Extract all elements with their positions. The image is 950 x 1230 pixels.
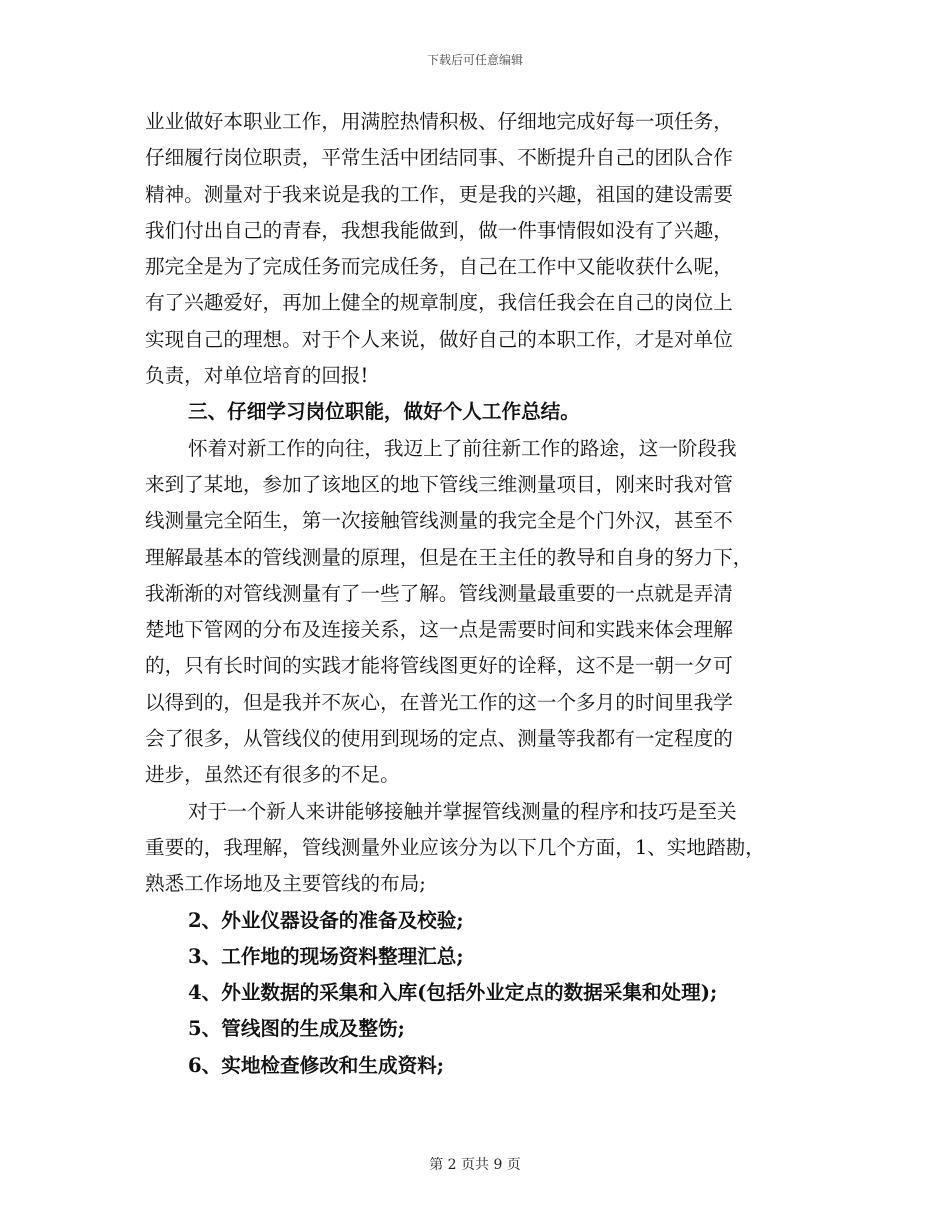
body-line: 线测量完全陌生，第一次接触管线测量的我完全是个门外汉，甚至不 — [145, 509, 733, 533]
list-item: 2、外业仪器设备的准备及校验; — [188, 908, 464, 932]
body-line: 那完全是为了完成任务而完成任务，自己在工作中又能收获什么呢， — [145, 255, 733, 279]
document-body — [145, 104, 825, 1084]
body-line: 有了兴趣爱好，再加上健全的规章制度，我信任我会在自己的岗位上 — [145, 291, 733, 315]
body-line: 来到了某地，参加了该地区的地下管线三维测量项目，刚来时我对管 — [145, 472, 733, 496]
body-line: 重要的，我理解，管线测量外业应该分为以下几个方面，1、实地踏勘， — [145, 835, 765, 859]
paragraph-first-line: 怀着对新工作的向往，我迈上了前往新工作的路途，这一阶段我 — [188, 436, 737, 460]
body-line: 业业做好本职业工作，用满腔热情积极、仔细地完成好每一项任务， — [145, 110, 733, 133]
body-line: 理解最基本的管线测量的原理，但是在王主任的教导和自身的努力下， — [145, 545, 753, 569]
body-line: 熟悉工作场地及主要管线的布局; — [145, 872, 426, 896]
body-line: 我们付出自己的青春，我想我能做到，做一件事情假如没有了兴趣， — [145, 218, 733, 242]
body-line: 楚地下管网的分布及连接关系，这一点是需要时间和实践来体会理解 — [145, 618, 733, 642]
body-line: 会了很多，从管线仪的使用到现场的定点、测量等我都有一定程度的 — [145, 727, 733, 751]
body-line: 以得到的，但是我并不灰心，在普光工作的这一个多月的时间里我学 — [145, 690, 733, 714]
list-item: 4、外业数据的采集和入库(包括外业定点的数据采集和处理); — [188, 981, 718, 1005]
body-line: 仔细履行岗位职责，平常生活中团结同事、不断提升自己的团队合作 — [145, 146, 733, 170]
body-line: 我渐渐的对管线测量有了一些了解。管线测量最重要的一点就是弄清 — [145, 581, 733, 605]
paragraph-first-line: 对于一个新人来讲能够接触并掌握管线测量的程序和技巧是至关 — [188, 799, 737, 823]
body-line: 精神。测量对于我来说是我的工作，更是我的兴趣，祖国的建设需要 — [145, 182, 733, 206]
body-line: 负责，对单位培育的回报! — [145, 364, 369, 388]
body-line: 进步，虽然还有很多的不足。 — [145, 763, 400, 787]
section-heading: 三、仔细学习岗位职能，做好个人工作总结。 — [188, 400, 580, 424]
body-line: 的，只有长时间的实践才能将管线图更好的诠释，这不是一朝一夕可 — [145, 654, 733, 678]
list-item: 5、管线图的生成及整饬; — [188, 1017, 405, 1041]
list-item: 3、工作地的现场资料整理汇总; — [188, 944, 464, 968]
page-number: 第 2 页共 9 页 — [429, 1157, 521, 1173]
body-line: 实现自己的理想。对于个人来说，做好自己的本职工作，才是对单位 — [145, 327, 733, 351]
page-header: 下载后可任意编辑 — [426, 53, 523, 67]
list-item: 6、实地检查修改和生成资料; — [188, 1053, 444, 1077]
